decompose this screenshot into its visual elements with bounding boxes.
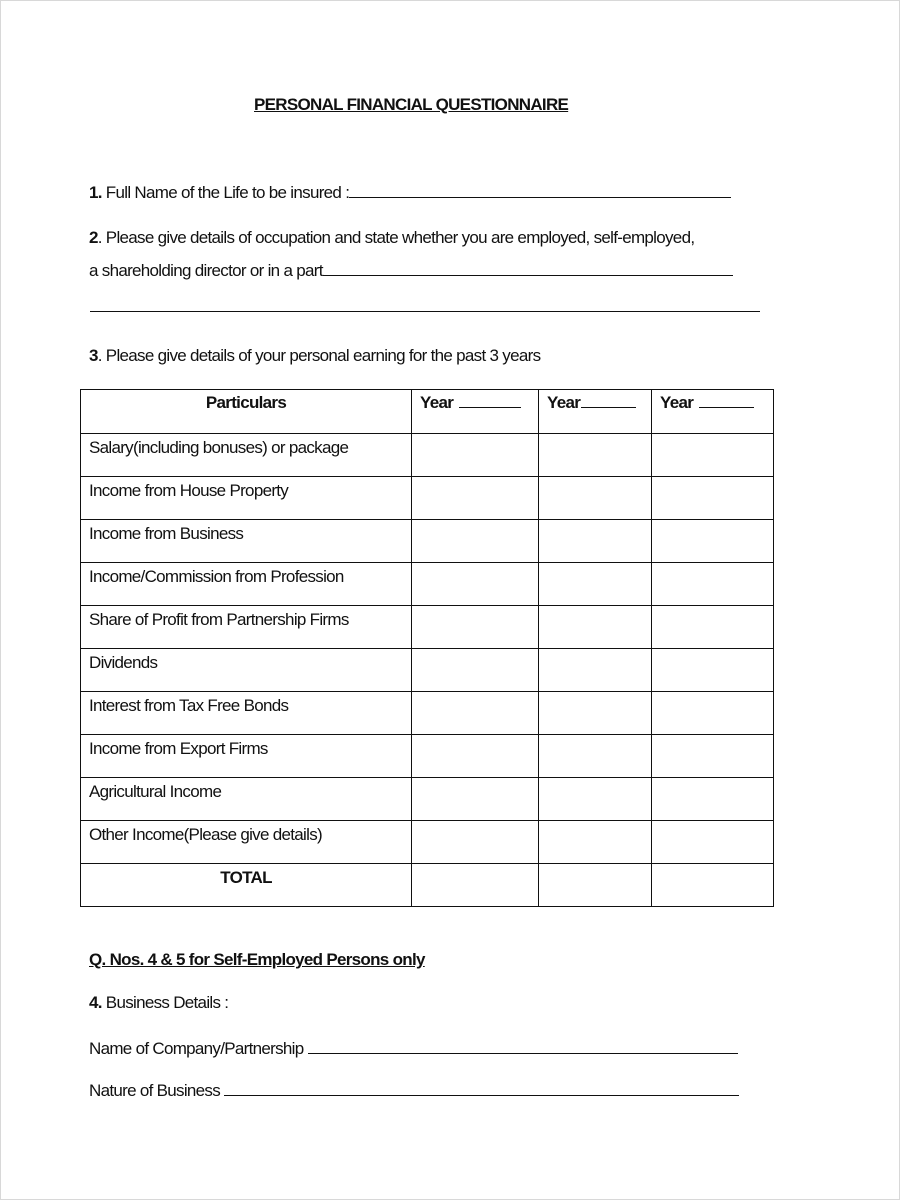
row-label: Other Income(Please give details) (81, 821, 412, 864)
total-label: TOTAL (81, 864, 412, 907)
year-label: Year (660, 393, 694, 412)
row-label: Income from House Property (81, 477, 412, 520)
q1-number: 1. (89, 183, 102, 202)
row-label: Salary(including bonuses) or package (81, 434, 412, 477)
header-year-3 (652, 390, 774, 434)
amount-cell[interactable] (412, 778, 539, 821)
amount-cell[interactable] (539, 778, 652, 821)
q2-number: 2 (89, 228, 98, 247)
section-note: Q. Nos. 4 & 5 for Self-Employed Persons only (89, 950, 425, 969)
year-2-field[interactable] (581, 393, 636, 408)
table-row (81, 778, 774, 821)
amount-cell[interactable] (539, 735, 652, 778)
table-row (81, 821, 774, 864)
amount-cell[interactable] (539, 692, 652, 735)
table-row (81, 563, 774, 606)
year-label: Year (420, 393, 454, 412)
year-label: Year (547, 393, 581, 412)
total-cell[interactable] (652, 864, 774, 907)
amount-cell[interactable] (412, 735, 539, 778)
row-label: Dividends (81, 649, 412, 692)
amount-cell[interactable] (412, 649, 539, 692)
amount-cell[interactable] (652, 735, 774, 778)
table-row (81, 606, 774, 649)
amount-cell[interactable] (539, 477, 652, 520)
amount-cell[interactable] (652, 606, 774, 649)
table-row (81, 735, 774, 778)
question-4 (89, 993, 228, 1013)
year-1-field[interactable] (459, 393, 521, 408)
table-row (81, 477, 774, 520)
amount-cell[interactable] (539, 821, 652, 864)
earnings-table (80, 389, 774, 907)
amount-cell[interactable] (652, 649, 774, 692)
table-row (81, 434, 774, 477)
amount-cell[interactable] (652, 434, 774, 477)
row-label: Income from Business (81, 520, 412, 563)
header-particulars: Particulars (81, 390, 412, 434)
q2-text2: a shareholding director or in a part (89, 261, 323, 280)
amount-cell[interactable] (539, 649, 652, 692)
header-year-2 (539, 390, 652, 434)
nature-of-business-label: Nature of Business (89, 1081, 221, 1100)
table-header-row (81, 390, 774, 434)
year-3-field[interactable] (699, 393, 754, 408)
amount-cell[interactable] (652, 477, 774, 520)
table-row (81, 649, 774, 692)
amount-cell[interactable] (539, 520, 652, 563)
q3-number: 3 (89, 346, 98, 365)
header-year-1 (412, 390, 539, 434)
row-label: Agricultural Income (81, 778, 412, 821)
company-name-row (89, 1038, 738, 1059)
q4-number: 4. (89, 993, 102, 1012)
nature-of-business-row (89, 1080, 739, 1101)
occupation-field[interactable] (323, 260, 733, 276)
q2-text: . Please give details of occupation and state whether you are employed, self-employed, (97, 228, 695, 247)
table-row (81, 692, 774, 735)
amount-cell[interactable] (539, 434, 652, 477)
amount-cell[interactable] (652, 821, 774, 864)
amount-cell[interactable] (412, 821, 539, 864)
amount-cell[interactable] (412, 434, 539, 477)
question-1 (89, 182, 731, 203)
question-2-line2 (89, 260, 733, 281)
amount-cell[interactable] (539, 606, 652, 649)
amount-cell[interactable] (652, 520, 774, 563)
row-label: Income/Commission from Profession (81, 563, 412, 606)
amount-cell[interactable] (539, 563, 652, 606)
amount-cell[interactable] (652, 563, 774, 606)
nature-of-business-field[interactable] (224, 1080, 739, 1096)
amount-cell[interactable] (652, 778, 774, 821)
document-title: PERSONAL FINANCIAL QUESTIONNAIRE (254, 95, 569, 114)
amount-cell[interactable] (412, 606, 539, 649)
row-label: Income from Export Firms (81, 735, 412, 778)
q4-text: Business Details : (101, 993, 229, 1012)
amount-cell[interactable] (412, 563, 539, 606)
amount-cell[interactable] (412, 520, 539, 563)
amount-cell[interactable] (652, 692, 774, 735)
q1-text: Full Name of the Life to be insured : (101, 183, 350, 202)
company-name-field[interactable] (308, 1038, 738, 1054)
occupation-field-line2[interactable] (90, 296, 760, 312)
total-cell[interactable] (539, 864, 652, 907)
row-label: Interest from Tax Free Bonds (81, 692, 412, 735)
full-name-field[interactable] (349, 182, 731, 198)
question-3 (89, 346, 540, 366)
company-name-label: Name of Company/Partnership (89, 1039, 304, 1058)
amount-cell[interactable] (412, 692, 539, 735)
question-2 (89, 228, 694, 248)
q3-text: . Please give details of your personal earning for the past 3 years (97, 346, 541, 365)
table-row (81, 520, 774, 563)
total-row (81, 864, 774, 907)
row-label: Share of Profit from Partnership Firms (81, 606, 412, 649)
total-cell[interactable] (412, 864, 539, 907)
amount-cell[interactable] (412, 477, 539, 520)
